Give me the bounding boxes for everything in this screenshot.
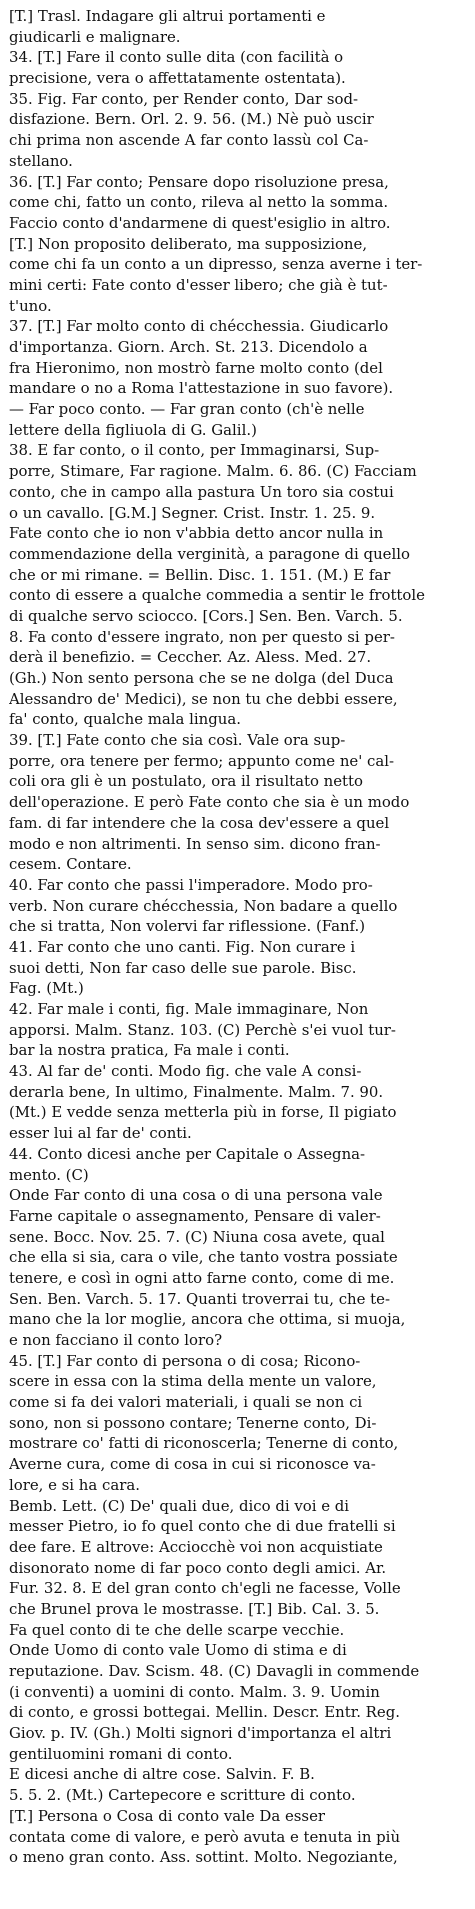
- text-line: Sen. Ben. Varch. 5. 17. Quanti troverrai tu, che te-: [9, 1289, 391, 1308]
- text-line: (Mt.) E vedde senza metterla più in forse, Il pigiato: [9, 1103, 397, 1122]
- text-line: sene. Bocc. Nov. 25. 7. (C) Niuna cosa avete, qual: [9, 1227, 385, 1246]
- text-line: o meno gran conto. Ass. sottint. Molto. Negoziante,: [9, 1848, 398, 1867]
- text-line: come si fa dei valori materiali, i quali se non ci: [9, 1393, 363, 1412]
- text-line: 45. [T.] Far conto di persona o di cosa; Ricono-: [9, 1351, 361, 1370]
- text-line: scere in essa con la stima della mente un valore,: [9, 1372, 377, 1391]
- text-line: 38. E far conto, o il conto, per Immaginarsi, Sup-: [9, 441, 380, 460]
- text-line: 36. [T.] Far conto; Pensare dopo risoluzione presa,: [9, 172, 389, 191]
- text-line: 41. Far conto che uno canti. Fig. Non curare i: [9, 937, 356, 956]
- text-line: [T.] Persona o Cosa di conto vale Da esser: [9, 1806, 326, 1825]
- text-line: coli ora gli è un postulato, ora il risultato netto: [9, 772, 363, 791]
- text-line: Bemb. Lett. (C) De' quali due, dico di voi e di: [9, 1496, 350, 1515]
- text-line: mano che la lor moglie, ancora che ottima, si muoja,: [9, 1310, 406, 1329]
- text-line: 43. Al far de' conti. Modo fig. che vale A consi-: [9, 1062, 362, 1081]
- text-line: bar la nostra pratica, Fa male i conti.: [9, 1041, 290, 1060]
- text-line: Farne capitale o assegnamento, Pensare di valer-: [9, 1206, 381, 1225]
- text-line: Giov. p. IV. (Gh.) Molti signori d'importanza el altri: [9, 1724, 392, 1743]
- text-line: fra Hieronimo, non mostrò farne molto conto (del: [9, 358, 383, 377]
- text-line: Fate conto che io non v'abbia detto ancor nulla in: [9, 524, 384, 543]
- text-line: giudicarli e malignare.: [9, 27, 181, 46]
- text-line: Faccio conto d'andarmene di quest'esiglio in altro.: [9, 213, 391, 232]
- text-line: precisione, vera o affettatamente ostentata).: [9, 69, 346, 88]
- text-line: 42. Far male i conti, fig. Male immaginare, Non: [9, 1000, 369, 1018]
- text-line: cesem. Contare.: [9, 855, 132, 874]
- text-line: porre, ora tenere per fermo; appunto come ne' cal-: [9, 751, 395, 770]
- text-line: contata come di valore, e però avuta e tenuta in più: [9, 1827, 401, 1846]
- text-line: [T.] Trasl. Indagare gli altrui portamenti e: [9, 7, 326, 25]
- text-line: Onde Far conto di una cosa o di una persona vale: [9, 1186, 383, 1205]
- text-line: 37. [T.] Far molto conto di chécchessia. Giudicarlo: [9, 317, 389, 336]
- text-line: fam. di far intendere che la cosa dev'essere a quel: [9, 813, 390, 832]
- text-line: come chi fa un conto a un dipresso, senza averne i ter-: [9, 255, 423, 274]
- text-line: disfazione. Bern. Orl. 2. 9. 56. (M.) Nè può uscir: [9, 110, 374, 129]
- text-line: che Brunel prova le mostrasse. [T.] Bib. Cal. 3. 5.: [9, 1599, 380, 1618]
- text-line: mandare o no a Roma l'attestazione in suo favore).: [9, 379, 394, 398]
- text-line: lore, e si ha cara.: [9, 1475, 140, 1494]
- text-line: modo e non altrimenti. In senso sim. dicono fran-: [9, 834, 381, 853]
- text-line: 5. 5. 2. (Mt.) Cartepecore e scritture di conto.: [9, 1786, 356, 1805]
- text-line: porre, Stimare, Far ragione. Malm. 6. 86. (C) Facciam: [9, 462, 417, 481]
- text-line: mostrare co' fatti di riconoscerla; Tenerne di conto,: [9, 1434, 399, 1453]
- text-line: 8. Fa conto d'essere ingrato, non per questo si per-: [9, 627, 395, 646]
- text-line: lettere della figliuola di G. Galil.): [9, 420, 257, 439]
- text-line: Alessandro de' Medici), se non tu che debbi essere,: [9, 689, 398, 708]
- text-line: apporsi. Malm. Stanz. 103. (C) Perchè s'ei vuol tur-: [9, 1020, 396, 1039]
- text-line: dee fare. E altrove: Acciocchè voi non acquistiate: [9, 1537, 383, 1556]
- text-line: chi prima non ascende A far conto lassù col Ca-: [9, 131, 369, 150]
- text-line: commendazione della verginità, a paragone di quello: [9, 544, 410, 563]
- text-line: conto di essere a qualche commedia a sentir le frottole: [9, 586, 425, 605]
- text-line: che si tratta, Non volervi far riflessione. (Fanf.): [9, 917, 366, 936]
- text-line: o un cavallo. [G.M.] Segner. Crist. Instr. 1. 25. 9.: [9, 503, 376, 522]
- text-line: (i conventi) a uomini di conto. Malm. 3. 9. Uomin: [9, 1682, 380, 1701]
- text-line: esser lui al far de' conti.: [9, 1124, 192, 1143]
- text-line: Fag. (Mt.): [9, 979, 84, 998]
- text-line: (Gh.) Non sento persona che se ne dolga (del Duca: [9, 669, 394, 687]
- text-line: sono, non si possono contare; Tenerne conto, Di-: [9, 1413, 377, 1432]
- text-line: mini certi: Fate conto d'esser libero; che già è tut-: [9, 275, 388, 294]
- text-line: tenere, e così in ogni atto farne conto, come di me.: [9, 1268, 395, 1287]
- text-line: 44. Conto dicesi anche per Capitale o Assegna-: [9, 1144, 366, 1163]
- text-line: dell'operazione. E però Fate conto che sia è un modo: [9, 793, 410, 812]
- text-line: stellano.: [9, 151, 73, 170]
- text-line: 34. [T.] Fare il conto sulle dita (con facilità o: [9, 48, 344, 67]
- text-line: [T.] Non proposito deliberato, ma supposizione,: [9, 234, 368, 253]
- text-line: conto, che in campo alla pastura Un toro sia costui: [9, 482, 394, 501]
- text-line: reputazione. Dav. Scism. 48. (C) Davagli in commende: [9, 1662, 420, 1680]
- text-line: messer Pietro, io fo quel conto che di due fratelli si: [9, 1517, 396, 1536]
- text-line: suoi detti, Non far caso delle sue parole. Bisc.: [9, 958, 357, 977]
- text-line: fa' conto, qualche mala lingua.: [9, 710, 241, 729]
- text-line: t'uno.: [9, 296, 52, 315]
- text-line: che ella si sia, cara o vile, che tanto vostra possiate: [9, 1248, 398, 1267]
- text-line: che or mi rimane. = Bellin. Disc. 1. 151. (M.) E far: [9, 565, 391, 584]
- text-line: come chi, fatto un conto, rileva al netto la somma.: [9, 193, 389, 212]
- text-line: verb. Non curare chécchessia, Non badare a quello: [9, 896, 398, 915]
- text-line: gentiluomini romani di conto.: [9, 1744, 233, 1763]
- text-line: e non facciano il conto loro?: [9, 1331, 223, 1349]
- text-line: disonorato nome di far poco conto degli amici. Ar.: [9, 1558, 387, 1577]
- text-line: Onde Uomo di conto vale Uomo di stima e di: [9, 1641, 347, 1660]
- text-line: E dicesi anche di altre cose. Salvin. F. B.: [9, 1765, 315, 1784]
- text-line: Fur. 32. 8. E del gran conto ch'egli ne facesse, Volle: [9, 1579, 401, 1598]
- text-line: 35. Fig. Far conto, per Render conto, Dar sod-: [9, 89, 359, 108]
- text-line: di conto, e grossi bottegai. Mellin. Descr. Entr. Reg.: [9, 1703, 400, 1722]
- text-line: Fa quel conto di te che delle scarpe vecchie.: [9, 1620, 345, 1639]
- text-line: — Far poco conto. — Far gran conto (ch'è nelle: [9, 400, 365, 419]
- text-line: derarla bene, In ultimo, Finalmente. Malm. 7. 90.: [9, 1082, 384, 1101]
- text-line: derà il benefizio. = Ceccher. Az. Aless. Med. 27.: [9, 648, 372, 667]
- text-line: d'importanza. Giorn. Arch. St. 213. Dicendolo a: [9, 338, 368, 356]
- text-line: di qualche servo sciocco. [Cors.] Sen. Ben. Varch. 5.: [9, 606, 403, 625]
- text-line: mento. (C): [9, 1165, 89, 1184]
- text-line: Averne cura, come di cosa in cui si riconosce va-: [9, 1455, 376, 1474]
- text-line: 40. Far conto che passi l'imperadore. Modo pro-: [9, 875, 373, 894]
- text-line: 39. [T.] Fate conto che sia così. Vale ora sup-: [9, 731, 346, 750]
